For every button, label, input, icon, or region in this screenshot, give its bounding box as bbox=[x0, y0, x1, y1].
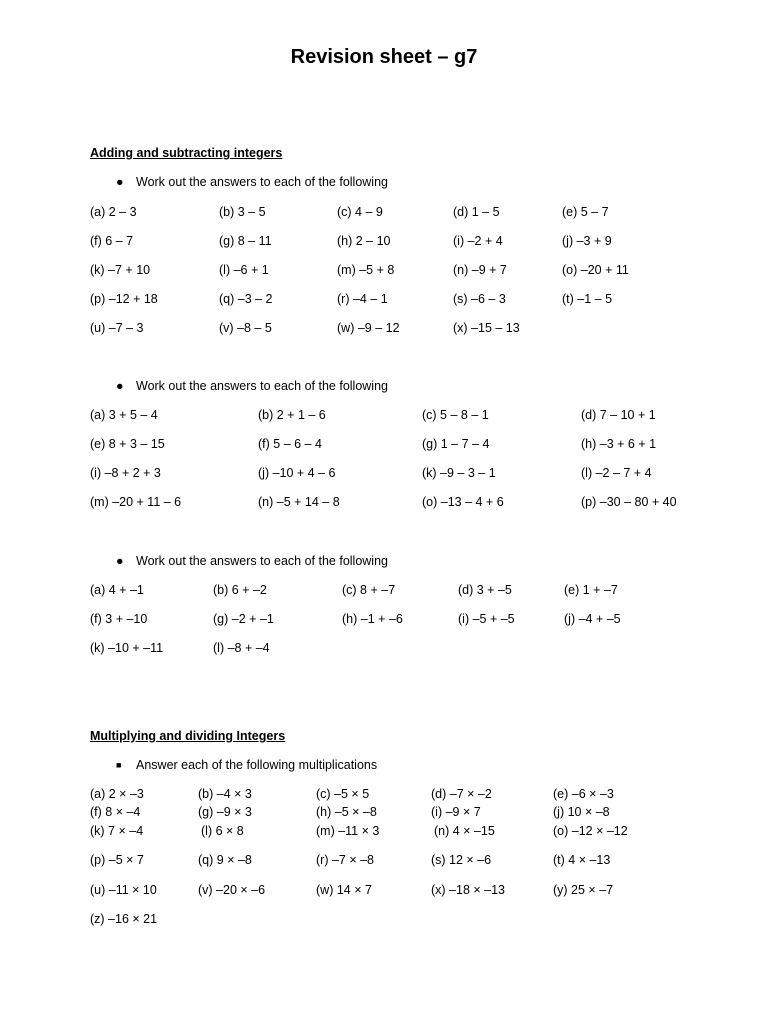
question-item: (b) 2 + 1 – 6 bbox=[258, 408, 326, 422]
question-row bbox=[0, 321, 768, 337]
question-item: (t) –1 – 5 bbox=[562, 292, 613, 306]
question-row bbox=[0, 805, 768, 821]
bullet-icon: ● bbox=[116, 554, 124, 568]
question-item: (h) 2 – 10 bbox=[337, 234, 391, 248]
question-item: (o) –12 × –12 bbox=[553, 824, 628, 838]
question-item: (m) –11 × 3 bbox=[316, 824, 380, 838]
question-item: (c) –5 × 5 bbox=[316, 787, 370, 801]
question-item: (x) –18 × –13 bbox=[431, 883, 506, 897]
question-item: (h) –3 + 6 + 1 bbox=[581, 437, 657, 451]
question-row bbox=[0, 437, 768, 453]
question-item: (t) 4 × –13 bbox=[553, 853, 611, 867]
question-item: (l) –8 + –4 bbox=[213, 641, 270, 655]
question-item: (u) –11 × 10 bbox=[90, 883, 157, 897]
question-item: (n) –9 + 7 bbox=[453, 263, 507, 277]
bullet-icon: ● bbox=[116, 379, 124, 393]
question-item: (n) –5 + 14 – 8 bbox=[258, 495, 340, 509]
question-item: (l) –6 + 1 bbox=[219, 263, 269, 277]
question-item: (w) 14 × 7 bbox=[316, 883, 372, 897]
question-item: (i) –8 + 2 + 3 bbox=[90, 466, 161, 480]
question-item: (k) –10 + –11 bbox=[90, 641, 164, 655]
question-item: (v) –8 – 5 bbox=[219, 321, 272, 335]
instruction-text: Answer each of the following multiplications bbox=[136, 758, 378, 772]
question-row bbox=[0, 495, 768, 511]
question-row bbox=[0, 824, 768, 840]
question-item: (e) 5 – 7 bbox=[562, 205, 609, 219]
bullet-icon: ● bbox=[116, 175, 124, 189]
question-item: (k) 7 × –4 bbox=[90, 824, 144, 838]
question-item: (a) 2 – 3 bbox=[90, 205, 137, 219]
question-item: (s) –6 – 3 bbox=[453, 292, 506, 306]
question-item: (u) –7 – 3 bbox=[90, 321, 144, 335]
question-row bbox=[0, 853, 768, 869]
question-item: (p) –5 × 7 bbox=[90, 853, 144, 867]
question-item: (y) 25 × –7 bbox=[553, 883, 614, 897]
question-item: (l) –2 – 7 + 4 bbox=[581, 466, 652, 480]
instruction-text: Work out the answers to each of the following bbox=[136, 554, 388, 568]
question-item: (c) 4 – 9 bbox=[337, 205, 383, 219]
question-item: (j) –3 + 9 bbox=[562, 234, 612, 248]
question-item: (d) –7 × –2 bbox=[431, 787, 492, 801]
question-item: (j) –10 + 4 – 6 bbox=[258, 466, 336, 480]
question-item: (b) 6 + –2 bbox=[213, 583, 267, 597]
question-row bbox=[0, 883, 768, 899]
question-item: (c) 8 + –7 bbox=[342, 583, 396, 597]
question-row bbox=[0, 263, 768, 279]
section-heading-adding-subtracting: Adding and subtracting integers bbox=[90, 146, 283, 160]
question-item: (r) –4 – 1 bbox=[337, 292, 388, 306]
question-row bbox=[0, 612, 768, 628]
question-item: (a) 3 + 5 – 4 bbox=[90, 408, 158, 422]
question-item: (b) –4 × 3 bbox=[198, 787, 252, 801]
question-item: (r) –7 × –8 bbox=[316, 853, 375, 867]
question-item: (f) 3 + –10 bbox=[90, 612, 148, 626]
question-item: (h) –5 × –8 bbox=[316, 805, 377, 819]
question-item: (l) 6 × 8 bbox=[201, 824, 244, 838]
question-item: (f) 5 – 6 – 4 bbox=[258, 437, 322, 451]
question-item: (p) –30 – 80 + 40 bbox=[581, 495, 677, 509]
question-row bbox=[0, 205, 768, 221]
question-row bbox=[0, 583, 768, 599]
question-item: (i) –2 + 4 bbox=[453, 234, 503, 248]
question-row bbox=[0, 912, 768, 928]
question-row bbox=[0, 292, 768, 308]
question-item: (g) 1 – 7 – 4 bbox=[422, 437, 490, 451]
question-item: (m) –20 + 11 – 6 bbox=[90, 495, 182, 509]
question-item: (s) 12 × –6 bbox=[431, 853, 492, 867]
section-heading-multiplying-dividing: Multiplying and dividing Integers bbox=[90, 729, 286, 743]
question-item: (o) –20 + 11 bbox=[562, 263, 629, 277]
question-item: (d) 1 – 5 bbox=[453, 205, 500, 219]
question-item: (k) –9 – 3 – 1 bbox=[422, 466, 496, 480]
instruction-text: Work out the answers to each of the following bbox=[136, 379, 388, 393]
question-item: (v) –20 × –6 bbox=[198, 883, 266, 897]
question-item: (q) 9 × –8 bbox=[198, 853, 252, 867]
question-item: (d) 3 + –5 bbox=[458, 583, 512, 597]
question-item: (e) 8 + 3 – 15 bbox=[90, 437, 165, 451]
question-item: (q) –3 – 2 bbox=[219, 292, 273, 306]
question-item: (n) 4 × –15 bbox=[434, 824, 495, 838]
question-item: (p) –12 + 18 bbox=[90, 292, 158, 306]
question-item: (i) –5 + –5 bbox=[458, 612, 515, 626]
question-item: (c) 5 – 8 – 1 bbox=[422, 408, 489, 422]
question-item: (z) –16 × 21 bbox=[90, 912, 158, 926]
question-item: (k) –7 + 10 bbox=[90, 263, 151, 277]
question-item: (e) –6 × –3 bbox=[553, 787, 614, 801]
question-item: (e) 1 + –7 bbox=[564, 583, 618, 597]
question-item: (g) –2 + –1 bbox=[213, 612, 274, 626]
question-item: (m) –5 + 8 bbox=[337, 263, 395, 277]
question-row bbox=[0, 787, 768, 803]
question-item: (a) 4 + –1 bbox=[90, 583, 144, 597]
page-title: Revision sheet – g7 bbox=[290, 46, 478, 68]
question-item: (w) –9 – 12 bbox=[337, 321, 400, 335]
question-row bbox=[0, 234, 768, 250]
instruction-text: Work out the answers to each of the following bbox=[136, 175, 388, 189]
question-item: (b) 3 – 5 bbox=[219, 205, 266, 219]
question-item: (g) 8 – 11 bbox=[219, 234, 272, 248]
question-item: (i) –9 × 7 bbox=[431, 805, 481, 819]
question-row bbox=[0, 466, 768, 482]
square-bullet-icon: ■ bbox=[116, 760, 122, 770]
question-item: (a) 2 × –3 bbox=[90, 787, 144, 801]
question-item: (j) 10 × –8 bbox=[553, 805, 610, 819]
question-row bbox=[0, 408, 768, 424]
question-item: (x) –15 – 13 bbox=[453, 321, 520, 335]
question-item: (h) –1 + –6 bbox=[342, 612, 403, 626]
question-item: (d) 7 – 10 + 1 bbox=[581, 408, 656, 422]
question-item: (g) –9 × 3 bbox=[198, 805, 252, 819]
question-item: (o) –13 – 4 + 6 bbox=[422, 495, 504, 509]
question-item: (f) 6 – 7 bbox=[90, 234, 134, 248]
question-item: (f) 8 × –4 bbox=[90, 805, 141, 819]
question-row bbox=[0, 641, 768, 657]
question-item: (j) –4 + –5 bbox=[564, 612, 621, 626]
